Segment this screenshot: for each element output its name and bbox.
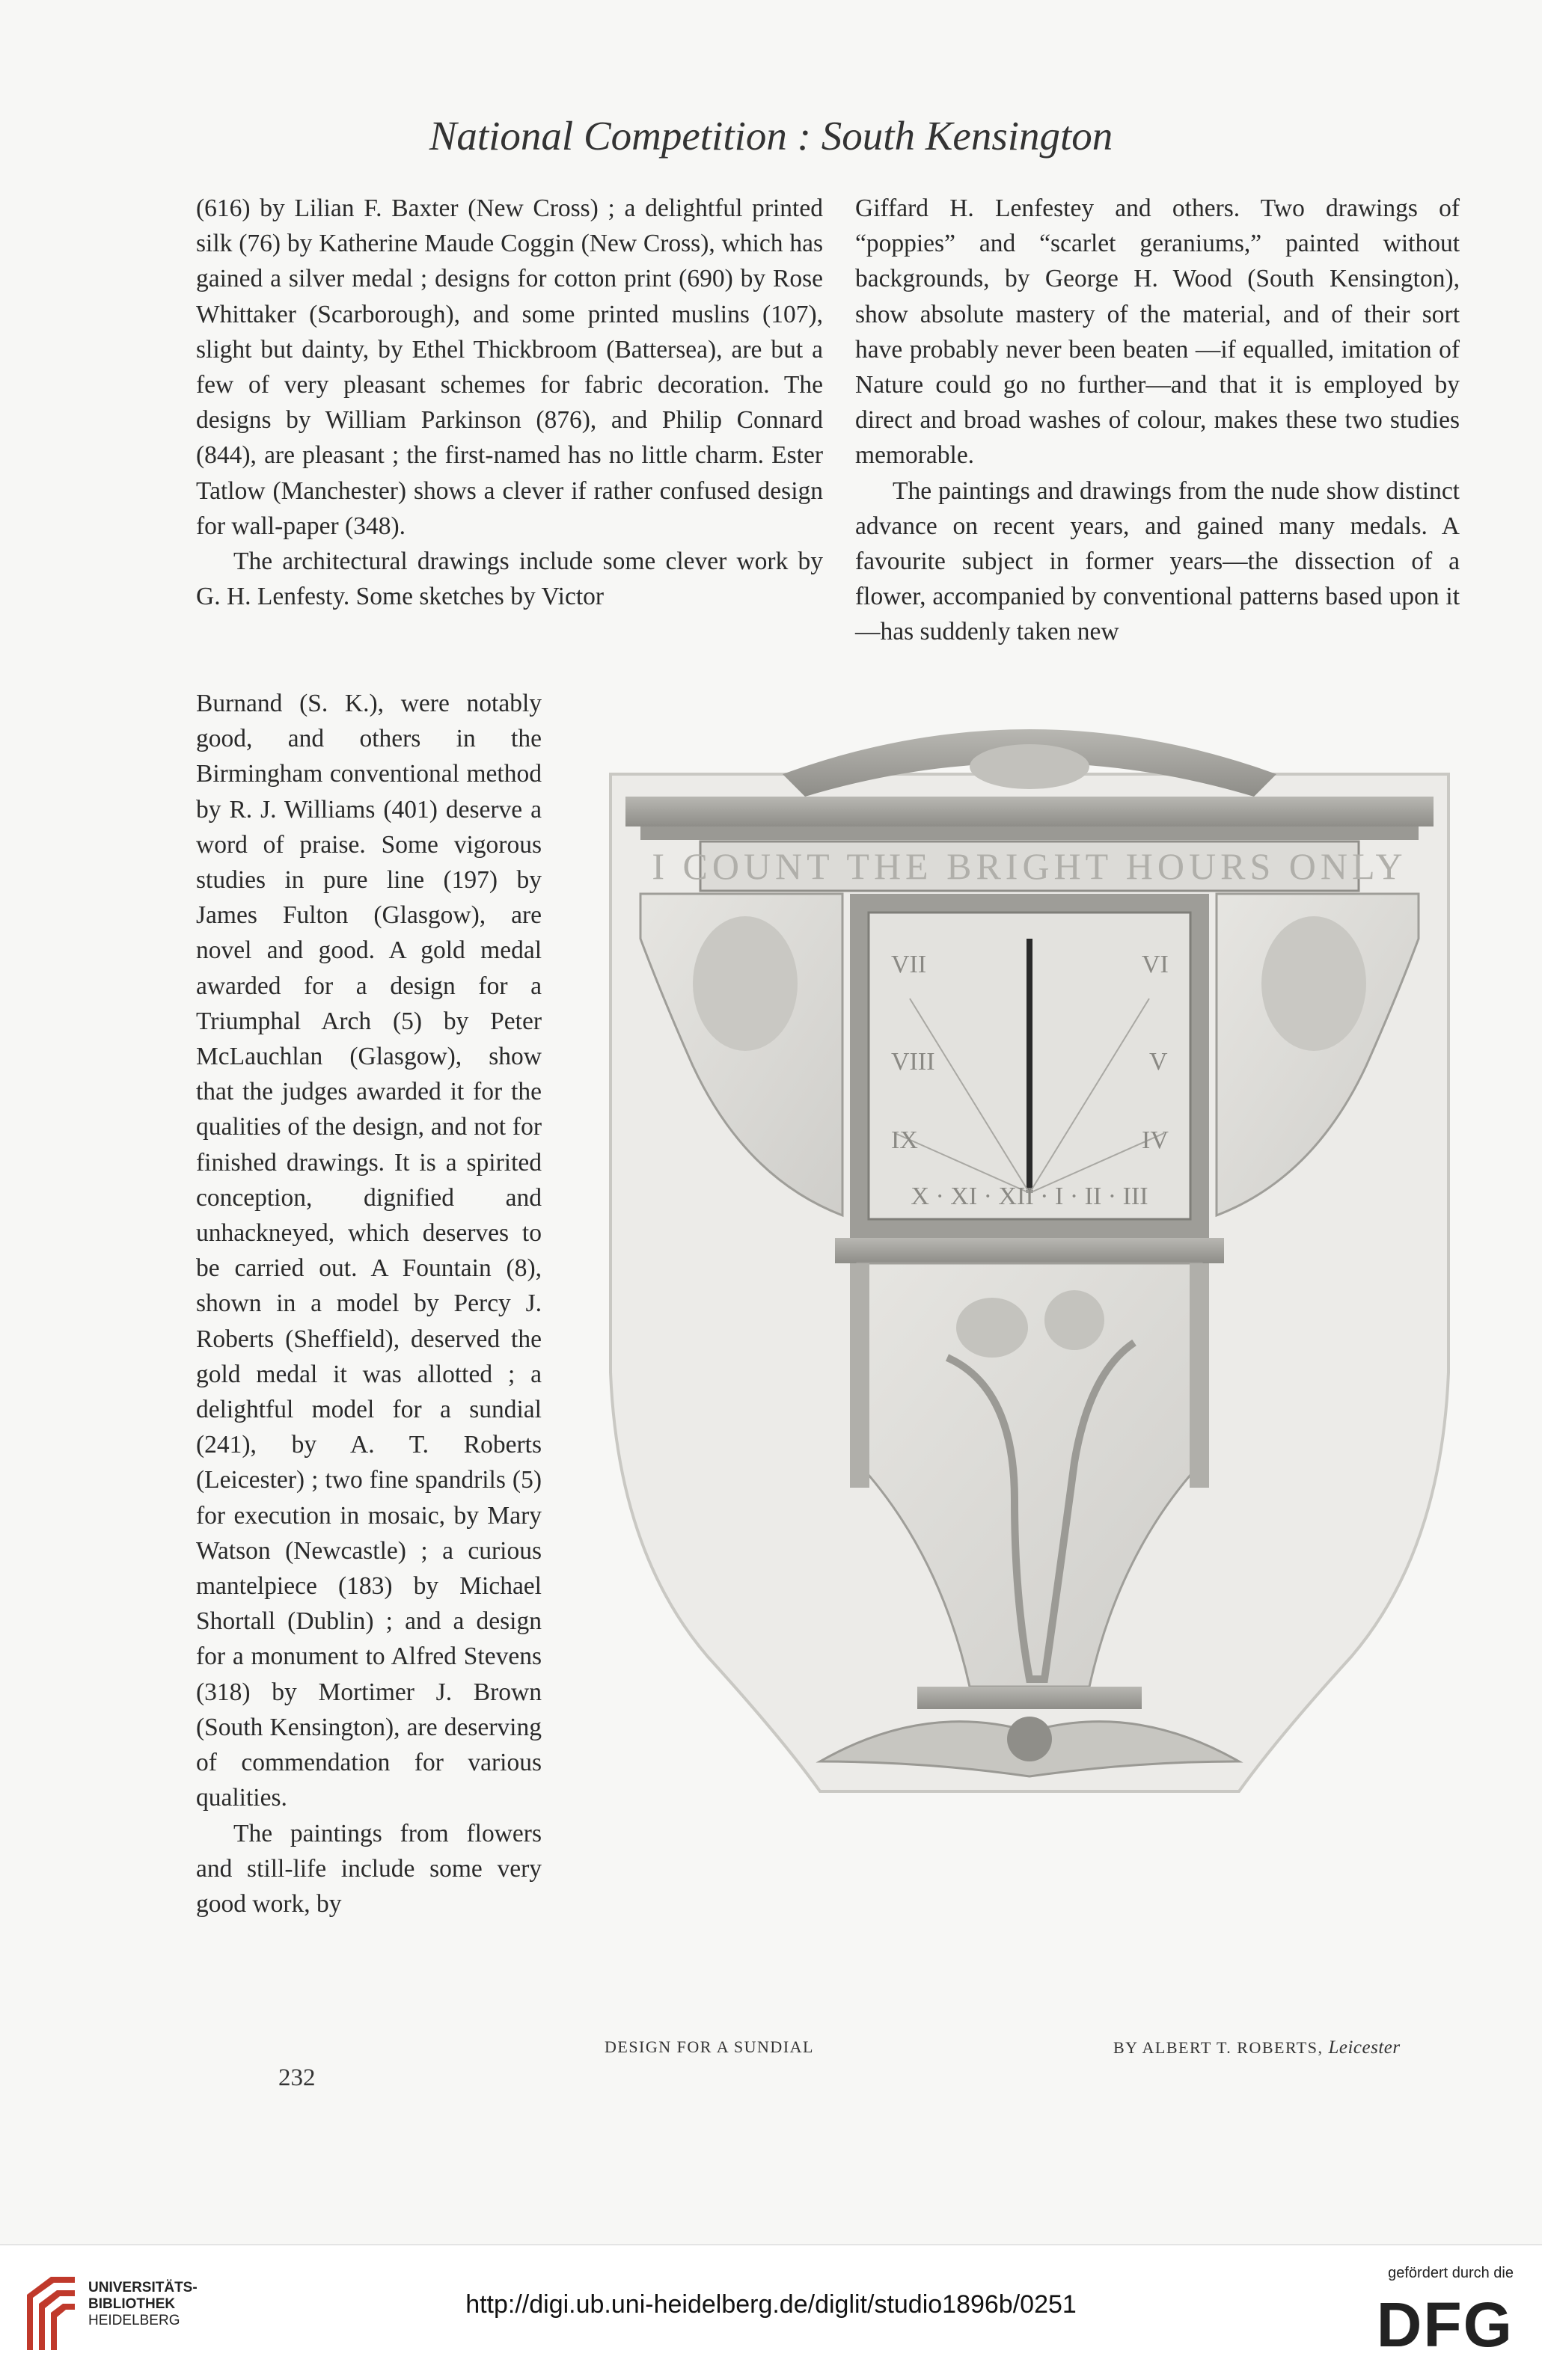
page-number: 232 — [278, 2064, 316, 2091]
left-column-narrow — [196, 686, 542, 1922]
dial-numeral: IX — [891, 1126, 918, 1154]
figure-caption-title: DESIGN FOR A SUNDIAL — [605, 2037, 814, 2056]
paragraph: The paintings and drawings from the nude show distinct advance on recent years, and gained many medals. A favourite subject in former years—the dissection of a flower, accompanied by conventional patterns based upon it—has suddenly taken new — [855, 476, 1460, 646]
inscription-text: I COUNT THE BRIGHT HOURS ONLY — [652, 845, 1407, 887]
dfg-logo-icon: DFG — [1376, 2289, 1514, 2360]
dial-numeral: V — [1149, 1048, 1168, 1076]
dial-numeral: VII — [891, 951, 927, 978]
paragraph: Giffard H. Lenfestey and others. Two drawings of “poppies” and “scarlet geraniums,” painted without backgrounds, by George H. Wood (South Kensington), show absolute mastery of the material, and of their sort have probably never been beaten —if equalled, imitation of Nature could go no further—and that it is employed by direct and broad washes of colour, makes these two studies memorable. — [855, 194, 1460, 470]
dial-numeral: VIII — [891, 1048, 935, 1076]
library-name-line: UNIVERSITÄTS- — [88, 2280, 198, 2295]
footer-divider — [0, 2244, 1542, 2245]
library-name-line: HEIDELBERG — [88, 2313, 180, 2328]
left-column-top — [196, 191, 823, 614]
funder-label: gefördert durch die — [1388, 2265, 1514, 2281]
paragraph: The paintings from flowers and still-life include some very good work, by — [196, 1819, 542, 1918]
caption-location: Leicester — [1328, 2037, 1401, 2058]
paragraph: Burnand (S. K.), were notably good, and others in the Birmingham conventional method by R. J. Williams (401) deserve a word of praise. Some vigorous studies in pure line (197) by James Fulton (Glasgow), are novel and good. A gold medal awarded for a design for a Triumphal Arch (5) by Peter McLauchlan (Glasgow), show that the judges awarded it for the qualities of the design, and not for finished drawings. It is a spirited conception, dignified and unhackneyed, which deserves to be carried out. A Fountain (8), shown in a model by Percy J. Roberts (Sheffield), deserved the gold medal it was allotted ; a delightful model for a sundial (241), by A. T. Roberts (Leicester) ; two fine spandrils (5) for execution in mosaic, by Mary Watson (Newcastle) ; a curious mantelpiece (183) by Michael Shortall (Dublin) ; and a design for a monument to Alfred Stevens (318) by Mortimer J. Brown (South Kensington), are deserving of commendation for various qualities. — [196, 690, 542, 1812]
dial-shelf — [835, 1238, 1224, 1263]
cornice — [625, 797, 1434, 826]
running-head: National Competition : South Kensington — [429, 113, 1113, 159]
source-url-link[interactable]: http://digi.ub.uni-heidelberg.de/diglit/studio1896b/0251 — [465, 2290, 1077, 2319]
dial-numeral: VI — [1142, 951, 1169, 978]
paragraph: The architectural drawings include some clever work by G. H. Lenfesty. Some sketches by Victor — [196, 548, 823, 611]
figure-caption-credit — [1113, 2037, 1401, 2058]
digitization-footer — [0, 2244, 1542, 2380]
caption-artist: BY ALBERT T. ROBERTS, — [1113, 2038, 1324, 2057]
sundial-illustration — [596, 714, 1463, 1986]
library-name-line: BIBLIOTHEK — [88, 2296, 176, 2312]
right-column — [855, 191, 1460, 650]
dial-numeral-row: X · XI · XII · I · II · III — [911, 1183, 1148, 1210]
dial-numeral: IV — [1142, 1126, 1169, 1154]
base-ledge — [917, 1687, 1142, 1709]
paragraph: (616) by Lilian F. Baxter (New Cross) ; a delightful printed silk (76) by Katherine Maude Coggin (New Cross), which has gained a silver medal ; designs for cotton print (690) by Rose Whittaker (Scarborough), and some printed muslins (107), slight but dainty, by Ethel Thickbroom (Battersea), are but a few of very pleasant schemes for fabric decoration. The designs by William Parkinson (876), and Philip Connard (844), are pleasant ; the first-named has no little charm. Ester Tatlow (Manchester) shows a clever if rather confused design for wall-paper (348). — [196, 194, 823, 540]
